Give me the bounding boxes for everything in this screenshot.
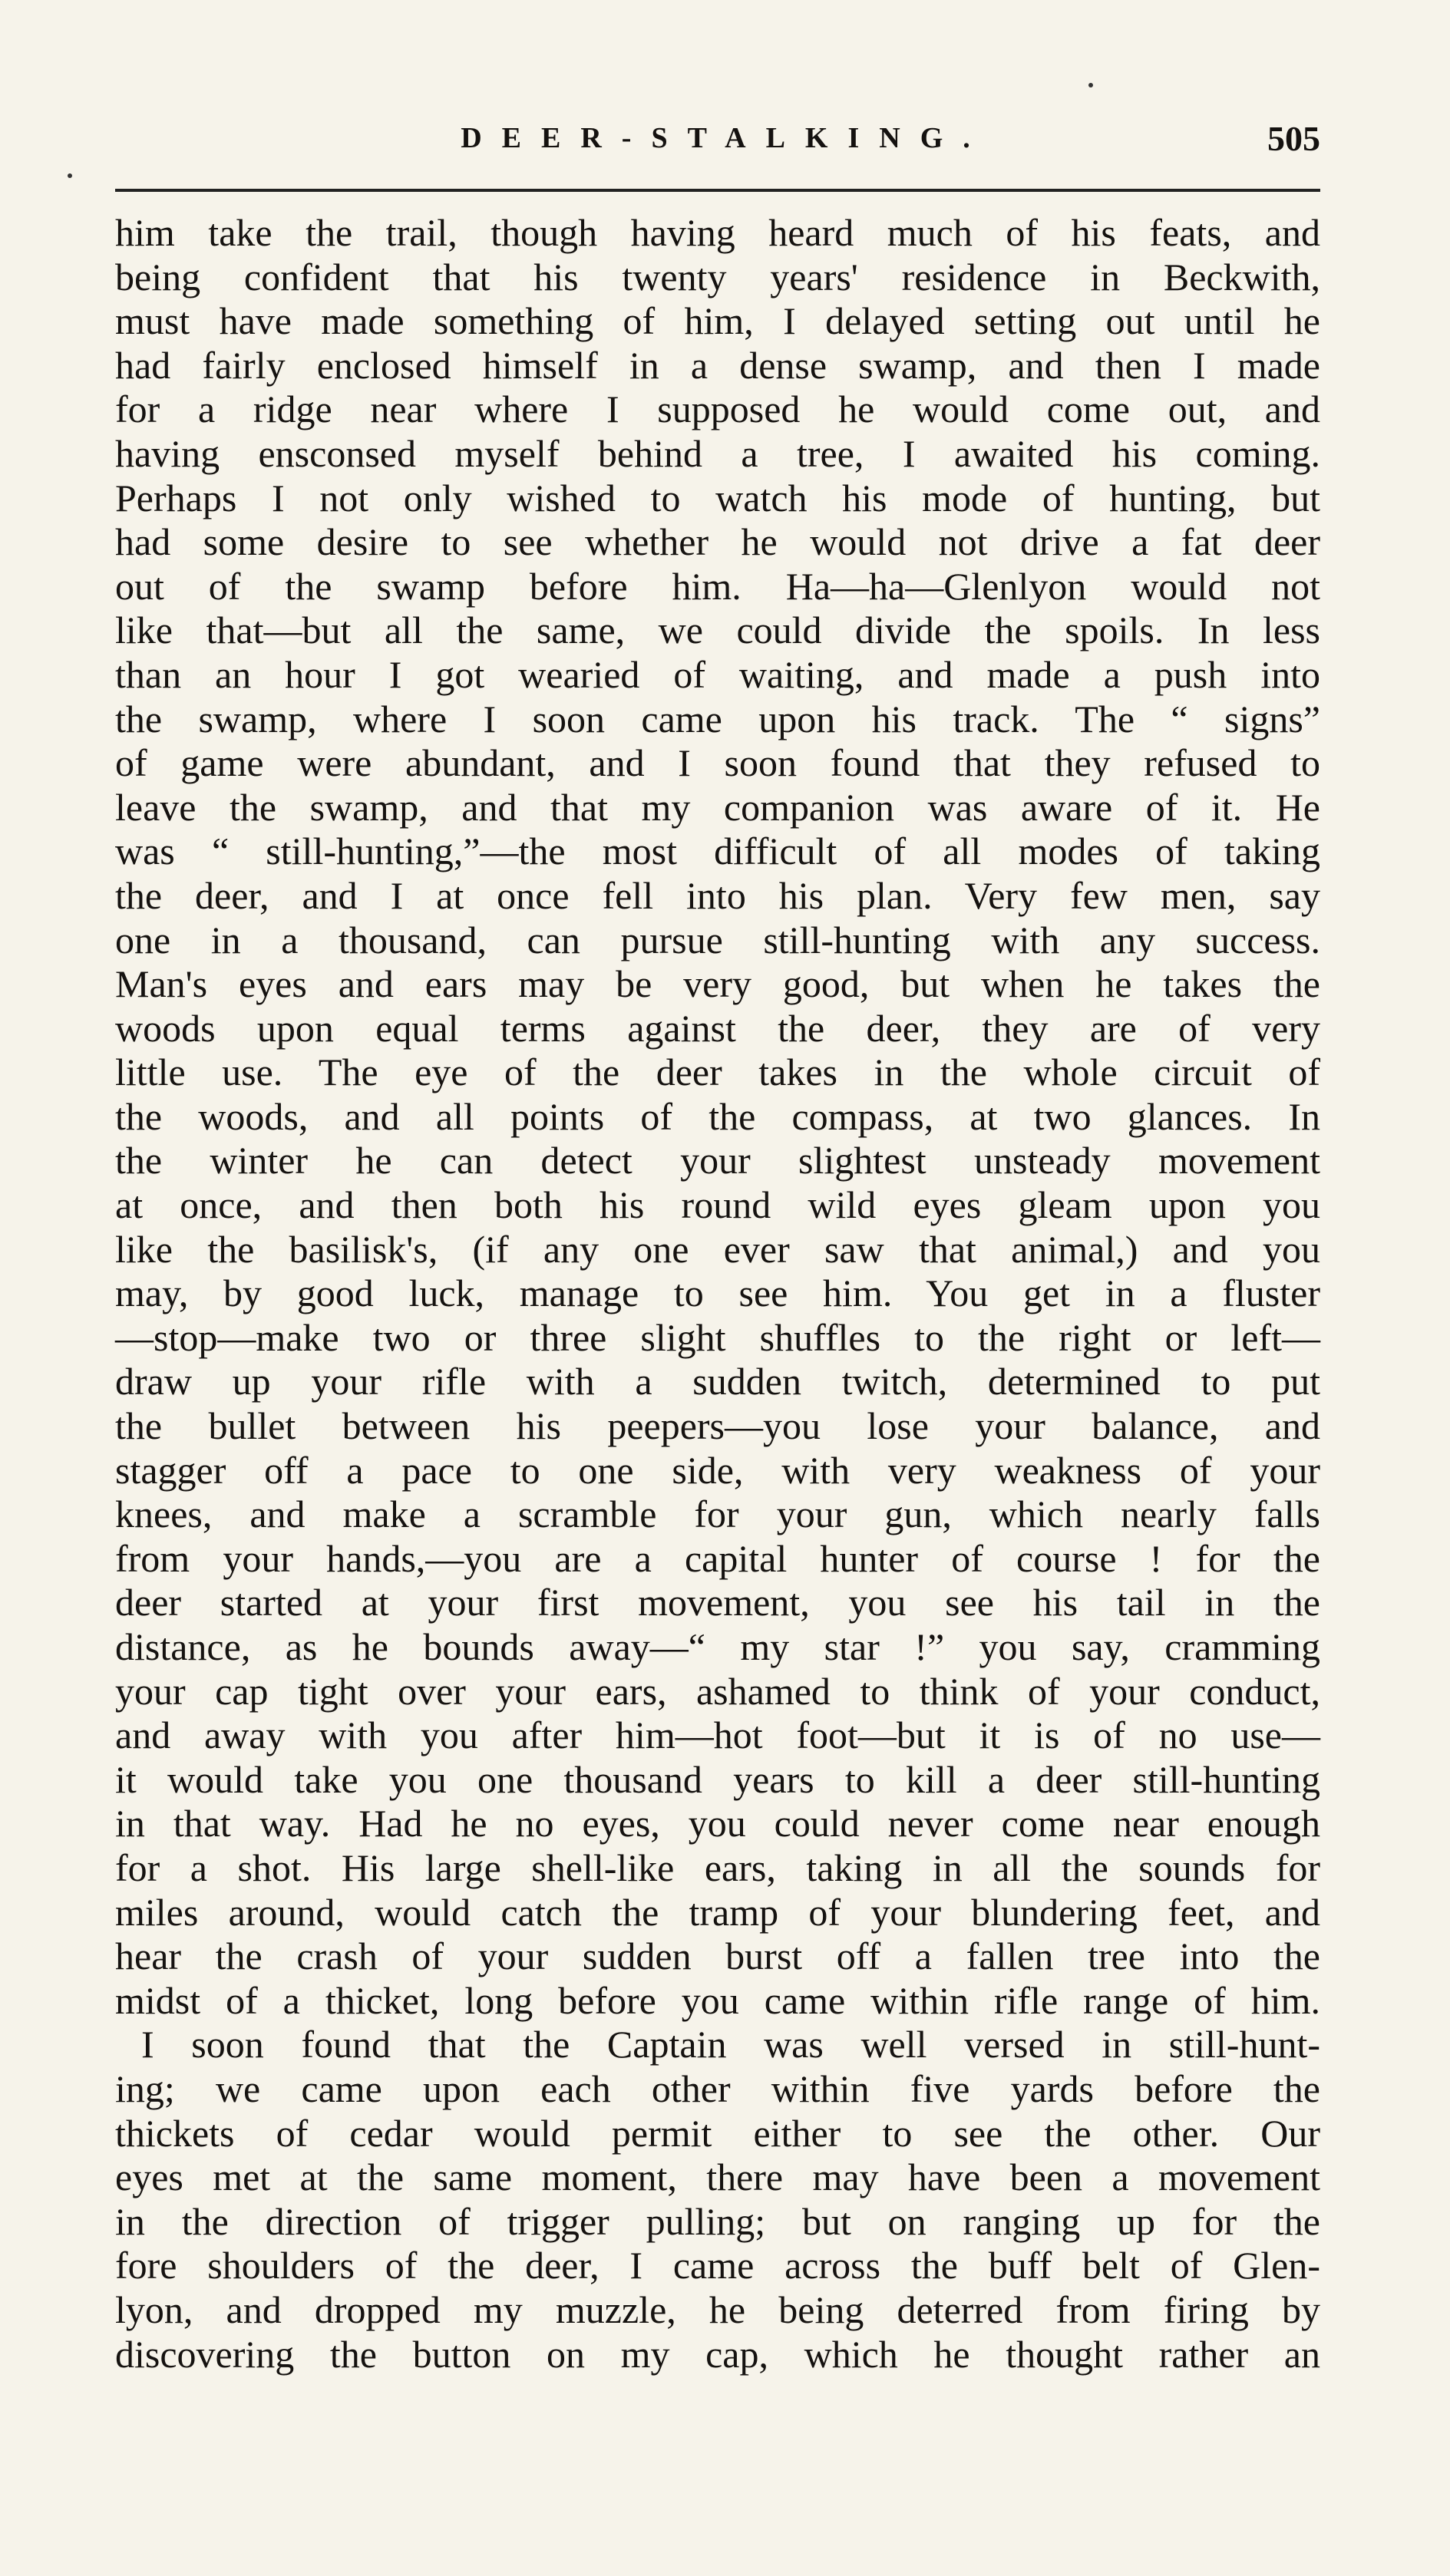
text-line: distance, as he bounds away—“ my star !” you say, cramming (115, 1625, 1320, 1668)
text-line: the woods, and all points of the compass, at two glances. In (115, 1094, 1320, 1138)
running-head: DEER-STALKING. (461, 122, 990, 154)
text-line: discovering the button on my cap, which he thought rather an (115, 2332, 1320, 2376)
text-line: like that—but all the same, we could divide the spoils. In less (115, 609, 1320, 652)
text-line: Man's eyes and ears may be very good, but when he takes the (115, 962, 1320, 1006)
text-line: hear the crash of your sudden burst off a fallen tree into the (115, 1934, 1320, 1978)
header-rule (115, 189, 1320, 192)
text-line: for a shot. His large shell-like ears, taking in all the sounds for (115, 1845, 1320, 1889)
text-line: one in a thousand, can pursue still-hunting with any success. (115, 918, 1320, 961)
text-line: than an hour I got wearied of waiting, and made a push into (115, 652, 1320, 696)
text-line: —stop—make two or three slight shuffles to the right or left— (115, 1315, 1320, 1359)
text-line: it would take you one thousand years to kill a deer still-hunting (115, 1757, 1320, 1801)
text-line: the winter he can detect your slightest unsteady movement (115, 1139, 1320, 1182)
text-line: midst of a thicket, long before you came within rifle range of him. (115, 1978, 1320, 2022)
text-line: deer started at your first movement, you see his tail in the (115, 1581, 1320, 1624)
text-line: the swamp, where I soon came upon his track. The “ signs” (115, 697, 1320, 740)
text-line: of game were abundant, and I soon found that they refused to (115, 741, 1320, 785)
text-line: was “ still-hunting,”—the most difficult of all modes of taking (115, 830, 1320, 873)
paragraph (115, 2023, 1320, 2376)
text-line: miles around, would catch the tramp of your blundering feet, and (115, 1890, 1320, 1934)
text-line: for a ridge near where I supposed he would come out, and (115, 388, 1320, 431)
text-line: may, by good luck, manage to see him. You get in a fluster (115, 1272, 1320, 1315)
text-line: must have made something of him, I delayed setting out until he (115, 299, 1320, 343)
text-line: having ensconsed myself behind a tree, I awaited his coming. (115, 431, 1320, 475)
text-line: and away with you after him—hot foot—but it is of no use— (115, 1713, 1320, 1757)
text-line: the deer, and I at once fell into his plan. Very few men, say (115, 873, 1320, 917)
text-line: leave the swamp, and that my companion was aware of it. He (115, 785, 1320, 829)
print-speck (68, 173, 72, 178)
text-line: from your hands,—you are a capital hunter of course ! for the (115, 1536, 1320, 1580)
text-line: knees, and make a scramble for your gun, which nearly falls (115, 1492, 1320, 1536)
text-line: in that way. Had he no eyes, you could never come near enough (115, 1802, 1320, 1845)
page-header (115, 115, 1320, 169)
text-line: your cap tight over your ears, ashamed to think of your conduct, (115, 1669, 1320, 1713)
page-number: 505 (1267, 119, 1320, 158)
text-line: stagger off a pace to one side, with very weakness of your (115, 1448, 1320, 1492)
text-line: little use. The eye of the deer takes in the whole circuit of (115, 1051, 1320, 1094)
text-line: I soon found that the Captain was well versed in still-hunt- (141, 2023, 1320, 2066)
print-speck (1088, 83, 1093, 87)
text-line: him take the trail, though having heard much of his feats, and (115, 211, 1320, 254)
text-line: thickets of cedar would permit either to see the other. Our (115, 2111, 1320, 2155)
text-line: in the direction of trigger pulling; but on ranging up for the (115, 2199, 1320, 2243)
text-line: the bullet between his peepers—you lose your balance, and (115, 1404, 1320, 1448)
text-line: like the basilisk's, (if any one ever saw that animal,) and you (115, 1227, 1320, 1271)
text-line: being confident that his twenty years' residence in Beckwith, (115, 255, 1320, 298)
text-line: Perhaps I not only wished to watch his mode of hunting, but (115, 476, 1320, 519)
text-line: fore shoulders of the deer, I came across the buff belt of Glen- (115, 2244, 1320, 2287)
paragraph (115, 211, 1320, 2023)
text-line: had fairly enclosed himself in a dense swamp, and then I made (115, 343, 1320, 387)
text-line: ing; we came upon each other within five yards before the (115, 2066, 1320, 2110)
body-text (115, 211, 1320, 2376)
text-line: lyon, and dropped my muzzle, he being deterred from firing by (115, 2287, 1320, 2331)
text-line: woods upon equal terms against the deer, they are of very (115, 1006, 1320, 1050)
text-line: at once, and then both his round wild eyes gleam upon you (115, 1183, 1320, 1227)
text-line: eyes met at the same moment, there may have been a movement (115, 2155, 1320, 2199)
text-line: had some desire to see whether he would not drive a fat deer (115, 520, 1320, 564)
text-line: out of the swamp before him. Ha—ha—Glenlyon would not (115, 564, 1320, 608)
text-line: draw up your rifle with a sudden twitch, determined to put (115, 1360, 1320, 1403)
